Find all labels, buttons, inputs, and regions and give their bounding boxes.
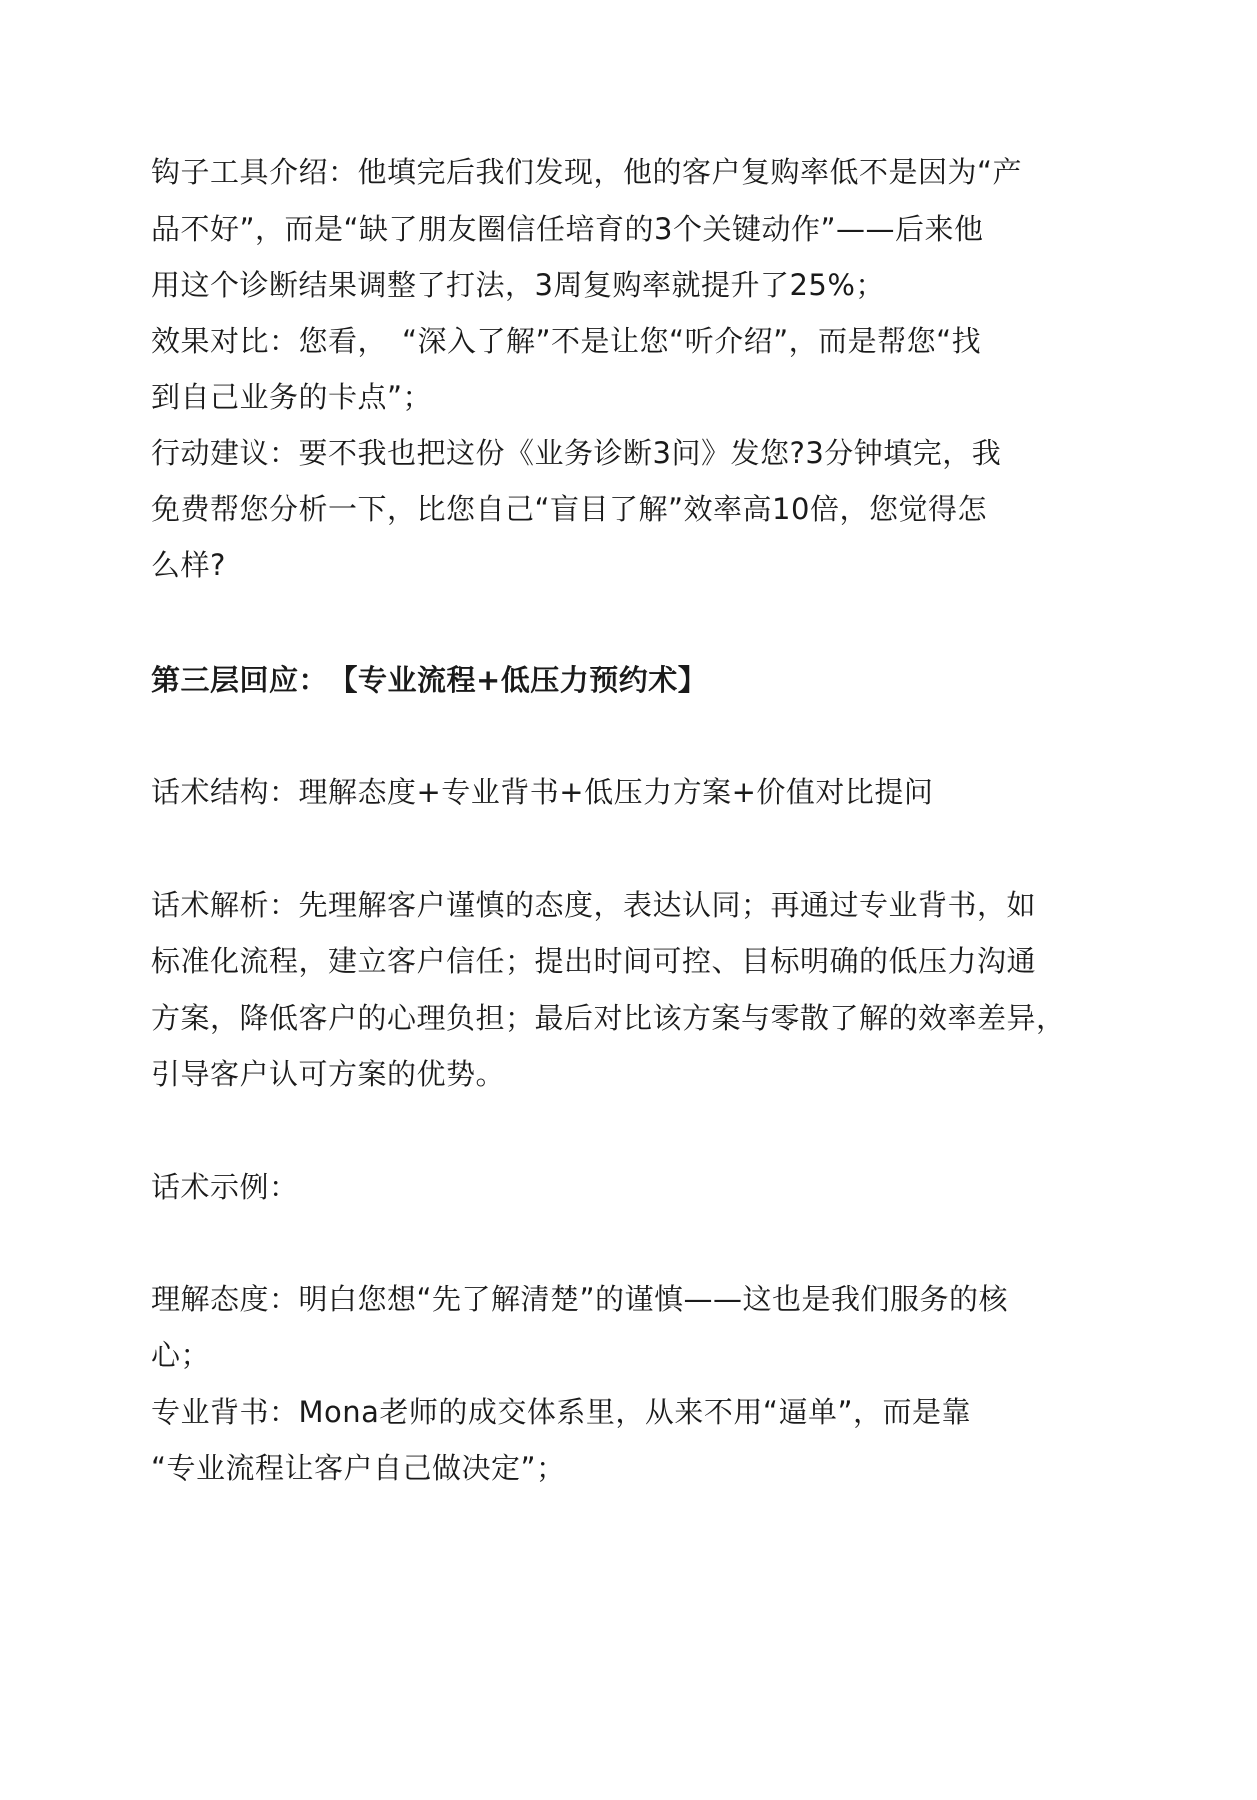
script-analysis-line-1: 话术解析：先理解客户谨慎的态度，表达认同；再通过专业背书，如 [151,888,1037,922]
effect-compare-line-2: 到自己业务的卡点”； [151,380,433,414]
effect-compare-line-1: 效果对比：您看， “深入了解”不是让您“听介绍”，而是帮您“找 [151,324,982,358]
example-line-3: 专业背书：Mona老师的成交体系里，从来不用“逼单”，而是靠 [151,1395,971,1429]
example-line-2: 心； [151,1338,211,1372]
script-example-label: 话术示例： [151,1170,299,1204]
script-structure: 话术结构：理解态度+专业背书+低压力方案+价值对比提问 [151,775,934,809]
hook-tool-line-2: 品不好”，而是“缺了朋友圈信任培育的3个关键动作”——后来他 [151,212,984,246]
section-heading: 第三层回应： 【专业流程+低压力预约术】 [151,663,708,697]
script-analysis-line-2: 标准化流程，建立客户信任；提出时间可控、目标明确的低压力沟通 [151,944,1037,978]
action-suggestion-line-1: 行动建议：要不我也把这份《业务诊断3问》发您?3分钟填完，我 [151,436,1002,470]
script-analysis-line-3: 方案，降低客户的心理负担；最后对比该方案与零散了解的效率差异， [151,1001,1066,1035]
action-suggestion-line-2: 免费帮您分析一下，比您自己“盲目了解”效率高10倍，您觉得怎 [151,492,987,526]
script-analysis-line-4: 引导客户认可方案的优势。 [151,1057,506,1091]
example-line-1: 理解态度：明白您想“先了解清楚”的谨慎——这也是我们服务的核 [151,1282,1009,1316]
action-suggestion-line-3: 么样? [151,548,226,582]
hook-tool-line-3: 用这个诊断结果调整了打法，3周复购率就提升了25%； [151,268,885,302]
example-line-4: “专业流程让客户自己做决定”； [151,1451,566,1485]
hook-tool-line-1: 钩子工具介绍：他填完后我们发现，他的客户复购率低不是因为“产 [151,155,1023,189]
